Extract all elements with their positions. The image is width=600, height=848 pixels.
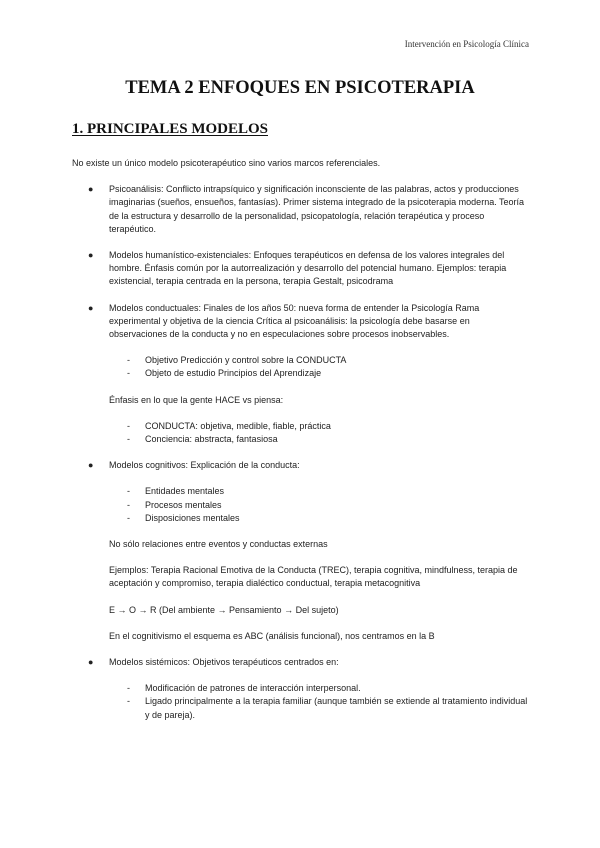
bullet-sistemico <box>72 656 528 722</box>
dash-icon: - <box>127 486 130 497</box>
sub-list <box>109 354 528 380</box>
paragraph: En el cognitivismo el esquema es ABC (análisis funcional), nos centramos en la B <box>109 630 435 641</box>
bullet-dot-icon: ● <box>88 302 94 313</box>
section-title: 1. PRINCIPALES MODELOS <box>72 121 268 137</box>
running-header: Intervención en Psicología Clínica <box>404 39 529 49</box>
dash-icon: - <box>127 499 130 510</box>
bullet-dot-icon: ● <box>88 460 94 471</box>
bullet-psicoanalisis <box>72 183 528 236</box>
dash-icon: - <box>127 696 130 707</box>
bullet-conductual <box>72 302 528 447</box>
bullet-text: Modelos humanístico-existenciales: Enfoques terapéuticos en defensa de los valores integrales del hombre. Énfasis común por la autorrealización y desarrollo del potencial humano. Ejemplos: terapia existencial, terapia centrada en la persona, terapia Gestalt, psicodrama <box>109 250 507 287</box>
list-item: - Objetivo Predicción y control sobre la CONDUCTA <box>109 354 528 367</box>
dash-icon: - <box>127 368 130 379</box>
list-item: - Objeto de estudio Principios del Aprendizaje <box>109 367 528 380</box>
dash-icon: - <box>127 512 130 523</box>
list-item: - Modificación de patrones de interacción interpersonal. <box>109 682 528 695</box>
bullet-text: Modelos cognitivos: Explicación de la conducta: <box>109 460 300 471</box>
sub-list <box>109 485 528 525</box>
list-item: - CONDUCTA: objetiva, medible, fiable, práctica <box>109 420 528 433</box>
list-item: - Procesos mentales <box>109 499 528 512</box>
document-body <box>72 157 528 722</box>
dash-icon: - <box>127 420 130 431</box>
bullet-text: Modelos conductuales: Finales de los años 50: nueva forma de entender la Psicología Rama experimental y objetiva de la ciencia Crítica al psicoanálisis: la psicología debe basarse en observaciones de la conducta y no en especulaciones sobre procesos inobservables. <box>109 302 480 340</box>
bullet-humanistico <box>72 249 528 289</box>
bullet-text: Modelos sistémicos: Objetivos terapéuticos centrados en: <box>109 657 339 668</box>
bullet-dot-icon: ● <box>88 184 94 195</box>
paragraph: No sólo relaciones entre eventos y conductas externas <box>109 539 328 550</box>
bullet-dot-icon: ● <box>88 250 94 261</box>
list-item: - Entidades mentales <box>109 485 528 498</box>
sub-list <box>109 682 528 722</box>
dash-icon: - <box>127 355 130 366</box>
bullet-dot-icon: ● <box>88 657 94 668</box>
sub-list <box>109 420 528 446</box>
paragraph: Ejemplos: Terapia Racional Emotiva de la Conducta (TREC), terapia cognitiva, mindfulness, terapia de aceptación y compromiso, terapia dialéctico conductual, terapia metacognitiva <box>109 565 518 589</box>
list-item: - Ligado principalmente a la terapia familiar (aunque también se extiende al tratamiento individual y de pareja). <box>127 696 528 720</box>
list-item: - Conciencia: abstracta, fantasiosa <box>109 433 528 446</box>
dash-icon: - <box>127 434 130 445</box>
intro-paragraph: No existe un único modelo psicoterapéutico sino varios marcos referenciales. <box>72 158 381 168</box>
emphasis-paragraph: Énfasis en lo que la gente HACE vs piensa: <box>109 394 284 405</box>
list-item: - Disposiciones mentales <box>109 512 528 525</box>
page-title: TEMA 2 ENFOQUES EN PSICOTERAPIA <box>125 78 475 98</box>
schema-paragraph: E → O → R (Del ambiente → Pensamiento → Del sujeto) <box>109 604 339 615</box>
bullet-text: Psicoanálisis: Conflicto intrapsíquico y significación inconsciente de las palabras, actos y producciones imaginarias (sueños, ensueños, fantasías). Primer sistema integrado de la psicoterapia moderna. Teoría de la estructura y desarrollo de la personalidad, psicopatología, relación terapéutica y proceso terapéutico. <box>109 184 525 234</box>
bullet-cognitivo <box>72 459 528 643</box>
dash-icon: - <box>127 683 130 694</box>
